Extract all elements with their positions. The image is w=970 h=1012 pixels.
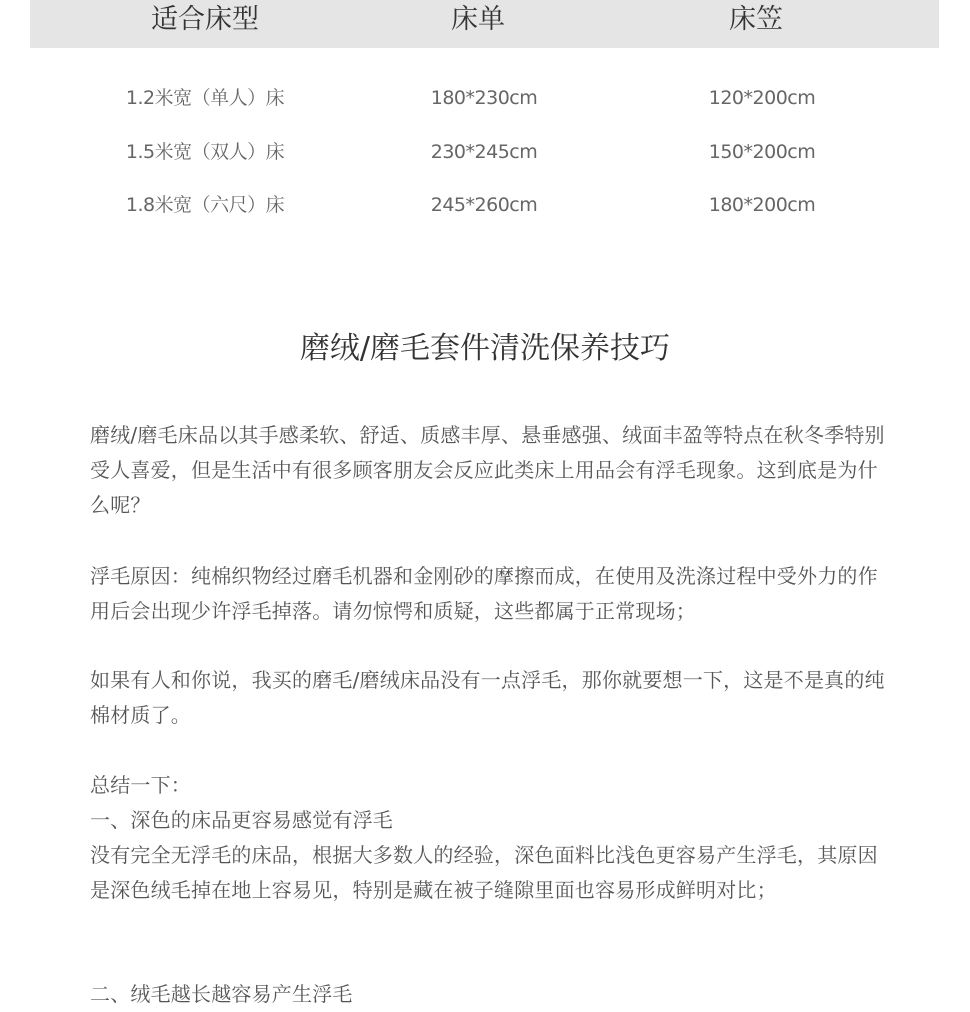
cell-sheet-size: 180*230cm [430,87,538,109]
cell-bed-type: 1.8米宽（六尺）床 [125,194,285,216]
cell-fitted-size: 120*200cm [708,87,816,109]
cell-bed-type: 1.5米宽（双人）床 [125,141,285,163]
header-sheet: 床单 [451,4,505,35]
cell-sheet-size: 245*260cm [430,194,538,216]
cell-fitted-size: 150*200cm [708,141,816,163]
size-table [30,0,939,216]
cause-paragraph: 浮毛原因：纯棉织物经过磨毛机器和金刚砂的摩擦而成，在使用及洗涤过程中受外力的作用后会出现少许浮毛掉落。请勿惊愕和质疑，这些都属于正常现场； [90,564,878,623]
note-paragraph: 如果有人和你说，我买的磨毛/磨绒床品没有一点浮毛，那你就要想一下，这是不是真的纯棉材质了。 [90,668,885,727]
intro-paragraph: 磨绒/磨毛床品以其手感柔软、舒适、质感丰厚、悬垂感强、绒面丰盈等特点在秋冬季特别受人喜爱，但是生活中有很多顾客朋友会反应此类床上用品会有浮毛现象。这到底是为什么呢？ [90,423,885,517]
table-row [30,191,939,219]
care-section-title: 磨绒/磨毛套件清洗保养技巧 [299,331,671,366]
cell-fitted-size: 180*200cm [708,194,816,216]
cell-bed-type: 1.2米宽（单人）床 [125,87,285,109]
table-header [30,0,939,48]
header-bed-type: 适合床型 [151,4,259,35]
table-row [30,84,939,112]
summary-label: 总结一下： [90,773,191,797]
point-1-body: 没有完全无浮毛的床品，根据大多数人的经验，深色面料比浅色更容易产生浮毛，其原因是深色绒毛掉在地上容易见，特别是藏在被子缝隙里面也容易形成鲜明对比； [90,843,878,902]
table-row [30,138,939,166]
point-1-heading: 一、深色的床品更容易感觉有浮毛 [90,808,393,832]
point-2-heading: 二、绒毛越长越容易产生浮毛 [90,982,353,1006]
cell-sheet-size: 230*245cm [430,141,538,163]
header-fitted-sheet: 床笠 [729,4,783,35]
